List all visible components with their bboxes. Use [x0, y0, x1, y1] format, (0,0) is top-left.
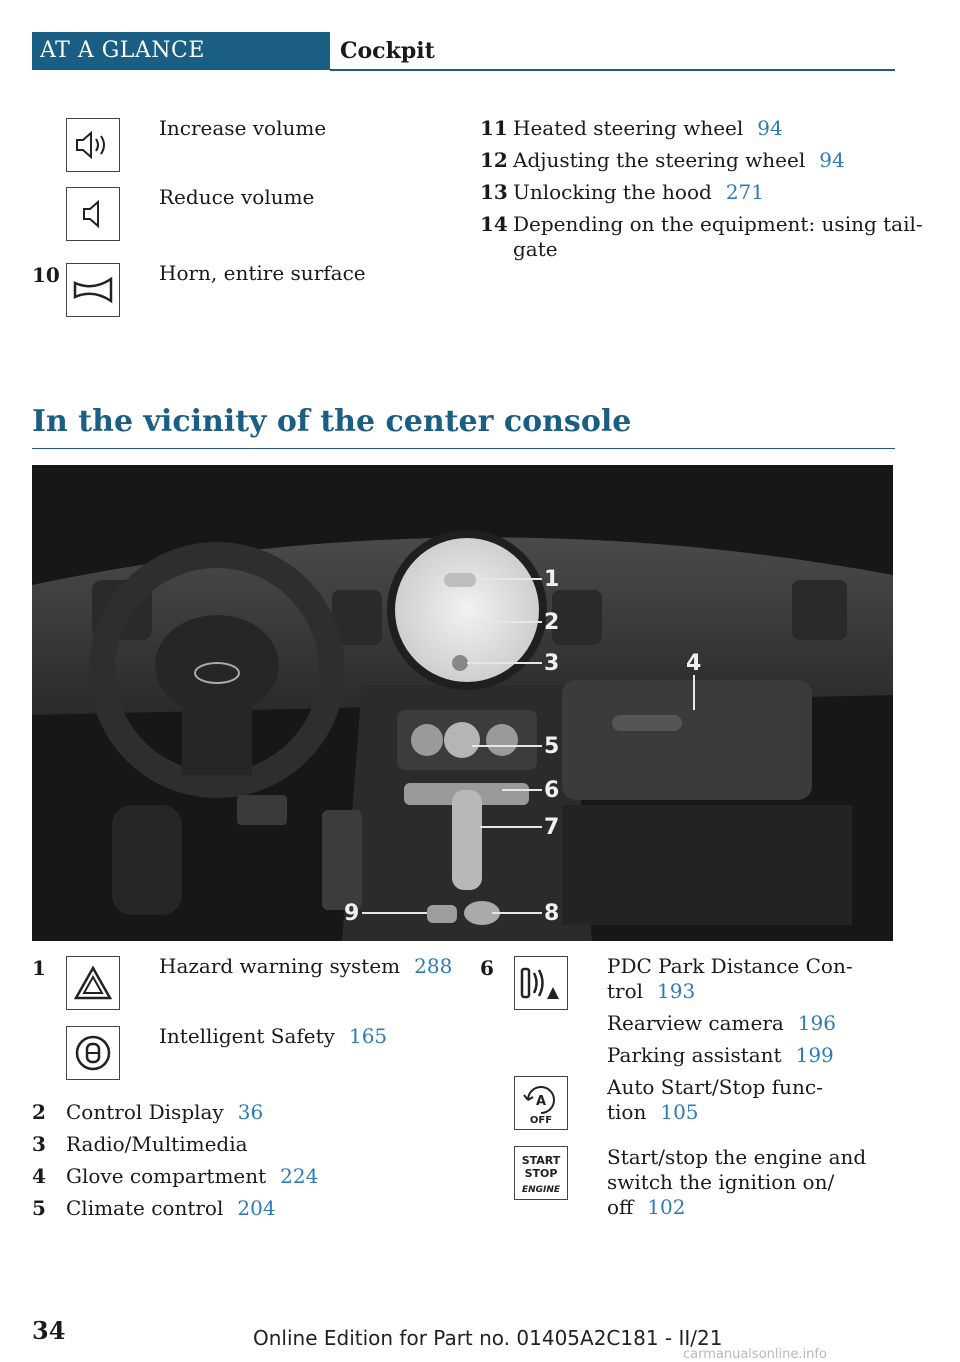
item-number: 13	[480, 180, 508, 204]
start-stop-engine-icon	[514, 1146, 568, 1200]
auto-icon-off: OFF	[529, 1115, 553, 1126]
callout-7: 7	[544, 815, 560, 840]
section-title: In the vicinity of the center console	[32, 404, 632, 439]
list-item-hood: Unlocking the hood 271	[513, 180, 764, 204]
callout-8: 8	[544, 901, 560, 926]
hazard-warning-icon	[66, 956, 120, 1010]
callout-3: 3	[544, 651, 560, 676]
header-rule	[330, 69, 895, 71]
auto-icon-letter: A	[535, 1094, 547, 1109]
page-ref[interactable]: 288	[414, 954, 453, 978]
rearview-label: Rearview camera 196	[607, 1011, 836, 1035]
page-ref[interactable]: 193	[657, 979, 696, 1003]
page-ref[interactable]: 204	[237, 1196, 276, 1220]
cockpit-photo	[32, 465, 893, 941]
autostart-label: Auto Start/Stop func- tion 105	[607, 1075, 823, 1124]
page-ref[interactable]: 196	[797, 1011, 836, 1035]
pdc-icon	[514, 956, 568, 1010]
callout-2: 2	[544, 610, 560, 635]
list-item-heated-wheel: Heated steering wheel 94	[513, 116, 783, 140]
auto-start-stop-icon	[514, 1076, 568, 1130]
list-item-control-display: Control Display 36	[66, 1100, 264, 1124]
page-ref[interactable]: 224	[280, 1164, 319, 1188]
callout-1: 1	[544, 567, 560, 592]
item-number: 14	[480, 212, 508, 236]
volume-down-label: Reduce volume	[159, 185, 315, 209]
section-rule	[32, 448, 895, 449]
item-number: 12	[480, 148, 508, 172]
page-number: 34	[32, 1316, 66, 1345]
volume-down-icon	[66, 187, 120, 241]
callout-5: 5	[544, 734, 560, 759]
hazard-label: Hazard warning system 288	[159, 954, 453, 978]
page-ref[interactable]: 165	[348, 1024, 388, 1048]
item-number: 4	[32, 1164, 46, 1188]
horn-icon	[66, 263, 120, 317]
item-number: 3	[32, 1132, 46, 1156]
startstop-label: Start/stop the engine and switch the ignition on/ off 102	[607, 1145, 867, 1219]
list-item-glove-box: Glove compartment 224	[66, 1164, 319, 1188]
page-ref[interactable]: 94	[819, 148, 845, 172]
callout-4: 4	[686, 651, 702, 676]
stop-word: STOP	[524, 1167, 558, 1180]
item-number: 5	[32, 1196, 46, 1220]
callout-9: 9	[344, 901, 360, 926]
item-number: 6	[480, 956, 494, 980]
parking-label: Parking assistant 199	[607, 1043, 834, 1067]
page-ref[interactable]: 271	[725, 180, 764, 204]
pdc-label: PDC Park Distance Con- trol 193	[607, 954, 853, 1003]
callout-6: 6	[544, 778, 560, 803]
item-number: 10	[32, 263, 60, 287]
list-item-adjust-wheel: Adjusting the steering wheel 94	[513, 148, 845, 172]
volume-up-icon	[66, 118, 120, 172]
list-item-climate: Climate control 204	[66, 1196, 276, 1220]
intelligent-safety-icon	[66, 1026, 120, 1080]
page-ref[interactable]: 199	[795, 1043, 834, 1067]
page-ref[interactable]: 105	[660, 1100, 699, 1124]
watermark: carmanualsonline.info	[683, 1347, 827, 1362]
item-number: 2	[32, 1100, 46, 1124]
start-word: START	[521, 1154, 561, 1167]
list-item-tailgate: Depending on the equipment: using tail- gate	[513, 212, 923, 261]
page-ref[interactable]: 102	[647, 1195, 686, 1219]
page-ref[interactable]: 94	[757, 116, 783, 140]
safety-label: Intelligent Safety 165	[159, 1024, 388, 1048]
page-title: Cockpit	[340, 38, 435, 64]
horn-label: Horn, entire surface	[159, 261, 366, 285]
item-number: 11	[480, 116, 508, 140]
list-item-radio: Radio/Multimedia	[66, 1132, 248, 1156]
section-header: AT A GLANCE	[32, 32, 330, 70]
item-number: 1	[32, 956, 46, 980]
footer-edition: Online Edition for Part no. 01405A2C181 - II/21	[253, 1326, 723, 1350]
page-ref[interactable]: 36	[237, 1100, 264, 1124]
engine-word: ENGINE	[521, 1185, 561, 1195]
volume-up-label: Increase volume	[159, 116, 327, 140]
